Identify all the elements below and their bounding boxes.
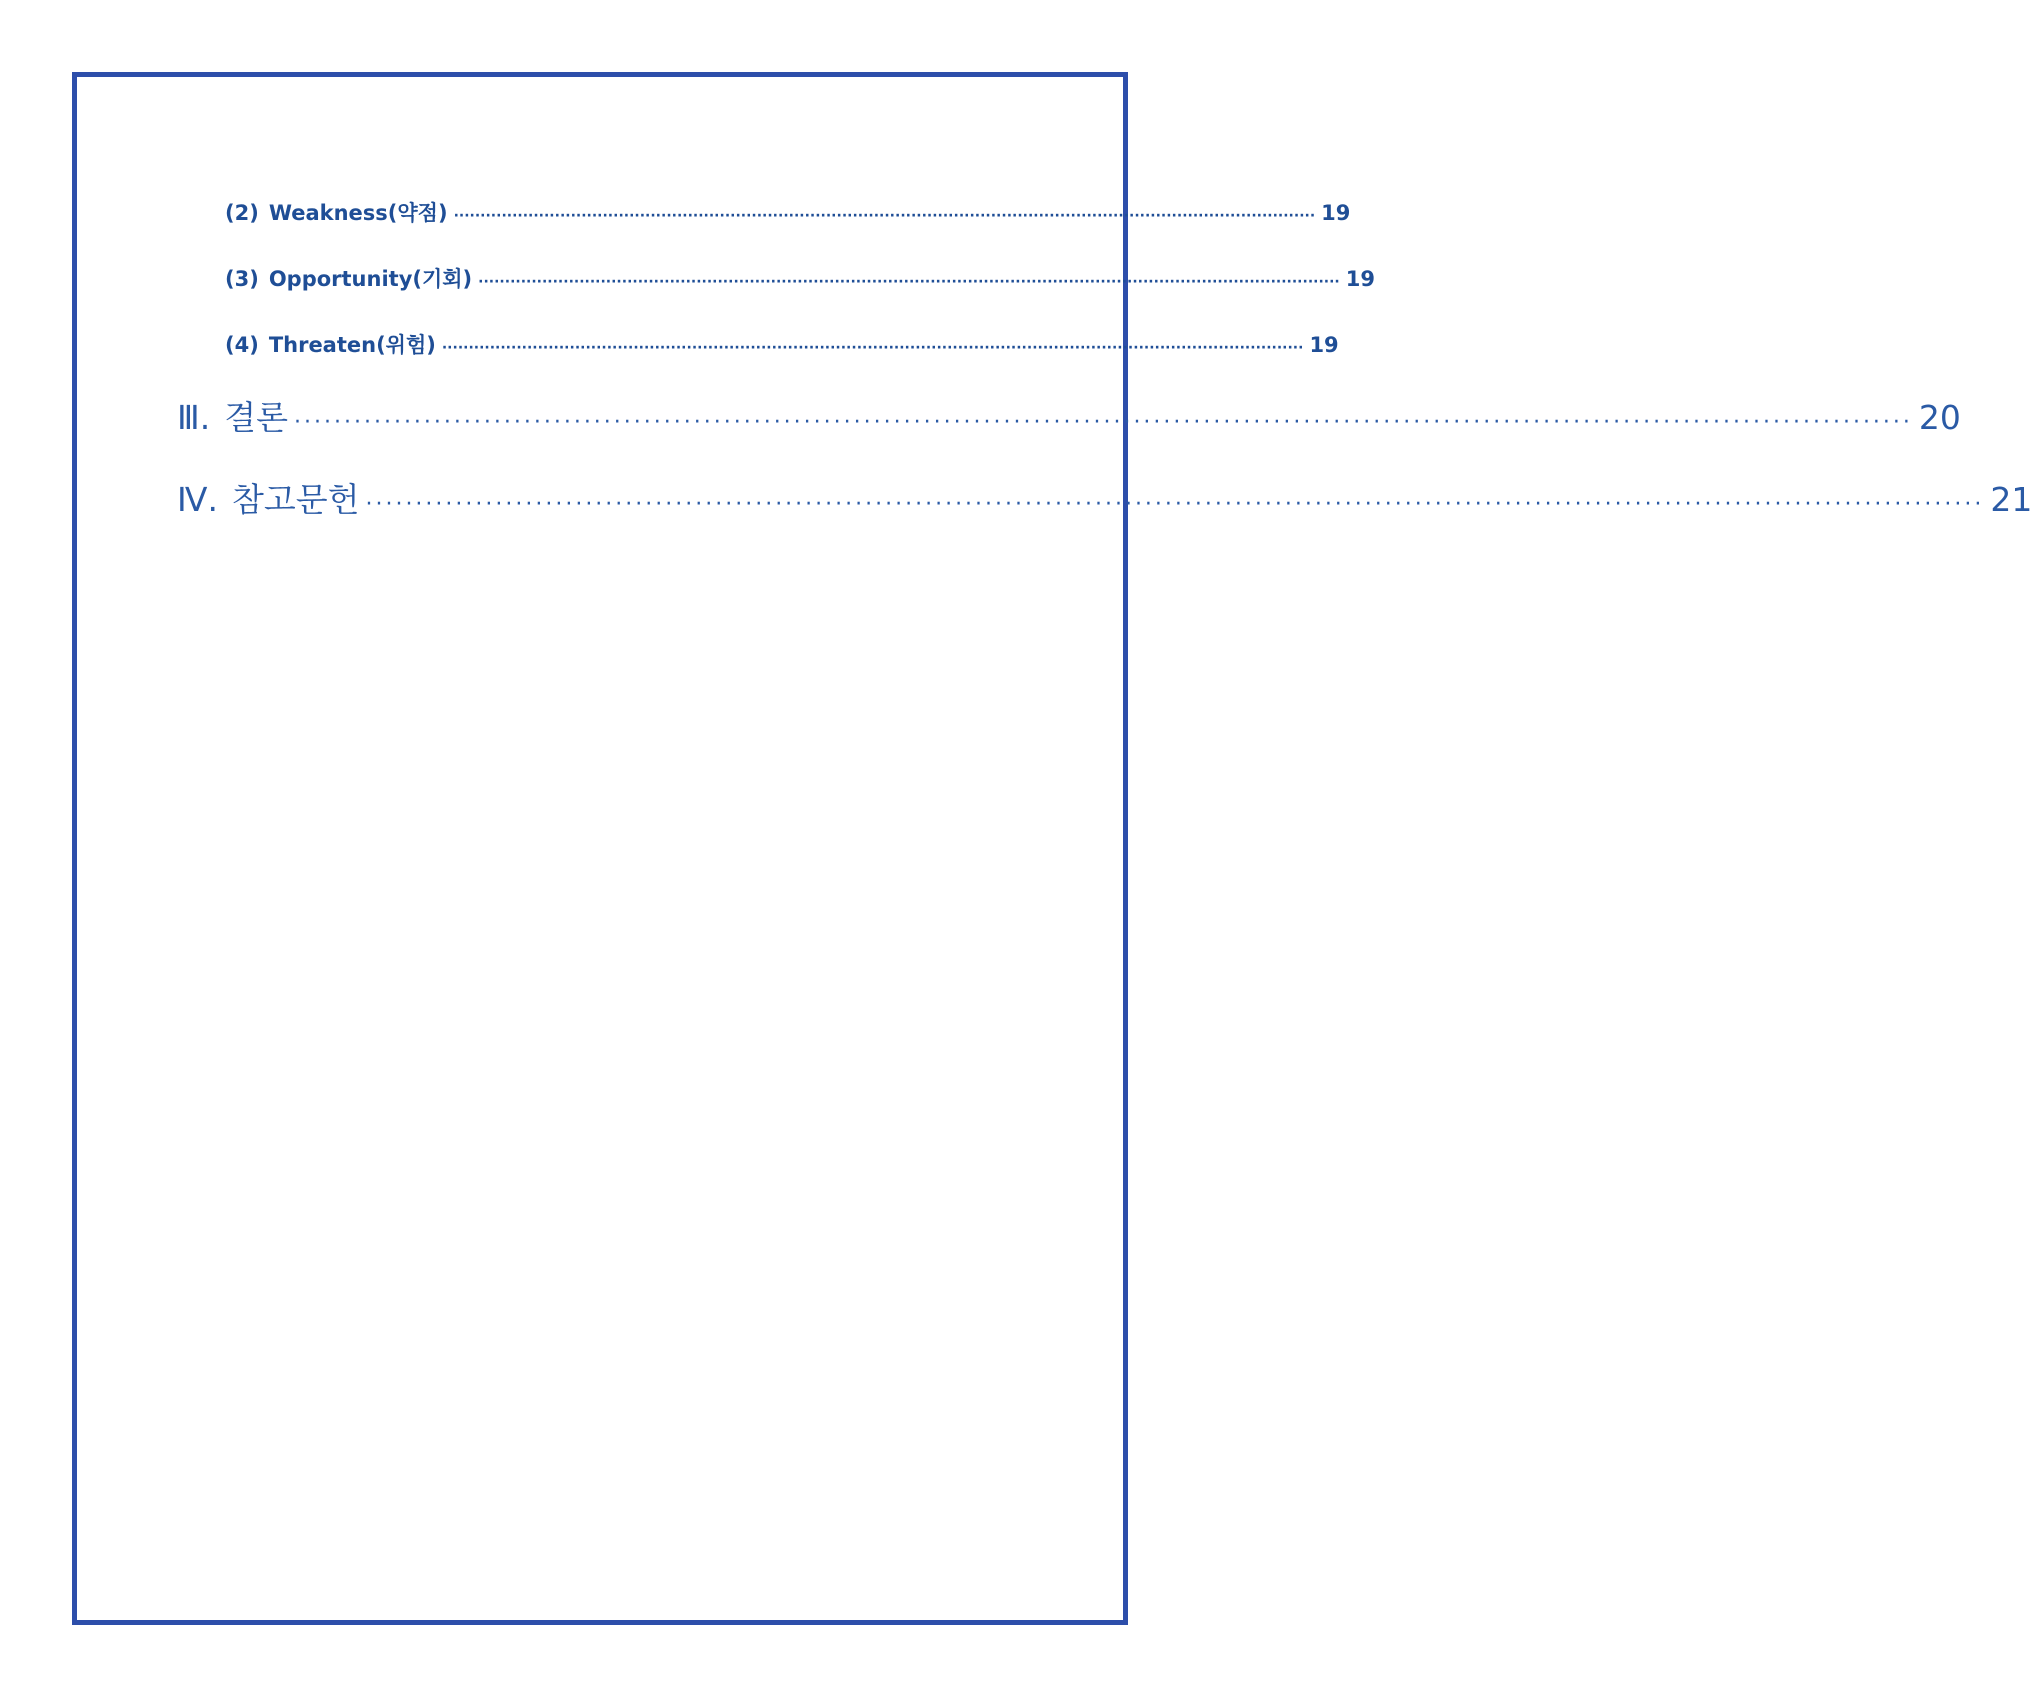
toc-entry-title: Weakness(약점) bbox=[268, 201, 448, 225]
toc-entry-page: 19 bbox=[1309, 333, 1339, 357]
toc-entry-threaten[interactable] bbox=[225, 329, 1339, 359]
toc-entry-title: Threaten(위험) bbox=[268, 333, 436, 357]
toc-entry-weakness[interactable] bbox=[225, 197, 1351, 227]
toc-leader-dots: ·································································································································································· bbox=[365, 492, 1985, 517]
toc-entry-number: (3) bbox=[225, 267, 259, 291]
page-frame bbox=[72, 72, 2032, 1625]
toc-leader-dots: ·································································································································································· bbox=[441, 340, 1304, 356]
toc-entry-page: 19 bbox=[1321, 201, 1351, 225]
table-of-contents bbox=[77, 77, 2032, 1620]
toc-entry-title: 결론 bbox=[224, 398, 289, 437]
toc-entry-number: Ⅲ. bbox=[177, 398, 211, 437]
toc-leader-dots: ·································································································································································· bbox=[294, 410, 1913, 435]
toc-entry-title: Opportunity(기회) bbox=[268, 267, 473, 291]
toc-entry-number: Ⅳ. bbox=[177, 480, 218, 519]
toc-leader-dots: ·································································································································································· bbox=[453, 208, 1316, 224]
toc-entry-references[interactable] bbox=[177, 474, 2032, 521]
toc-entry-number: (2) bbox=[225, 201, 259, 225]
toc-entry-page: 20 bbox=[1918, 398, 1961, 437]
toc-leader-dots: ·································································································································································· bbox=[478, 274, 1340, 290]
toc-entry-conclusion[interactable] bbox=[177, 392, 1961, 439]
toc-entry-title: 참고문헌 bbox=[231, 480, 360, 519]
toc-entry-page: 21 bbox=[1990, 480, 2032, 519]
toc-entry-number: (4) bbox=[225, 333, 259, 357]
toc-entry-page: 19 bbox=[1345, 267, 1375, 291]
toc-entry-opportunity[interactable] bbox=[225, 263, 1375, 293]
